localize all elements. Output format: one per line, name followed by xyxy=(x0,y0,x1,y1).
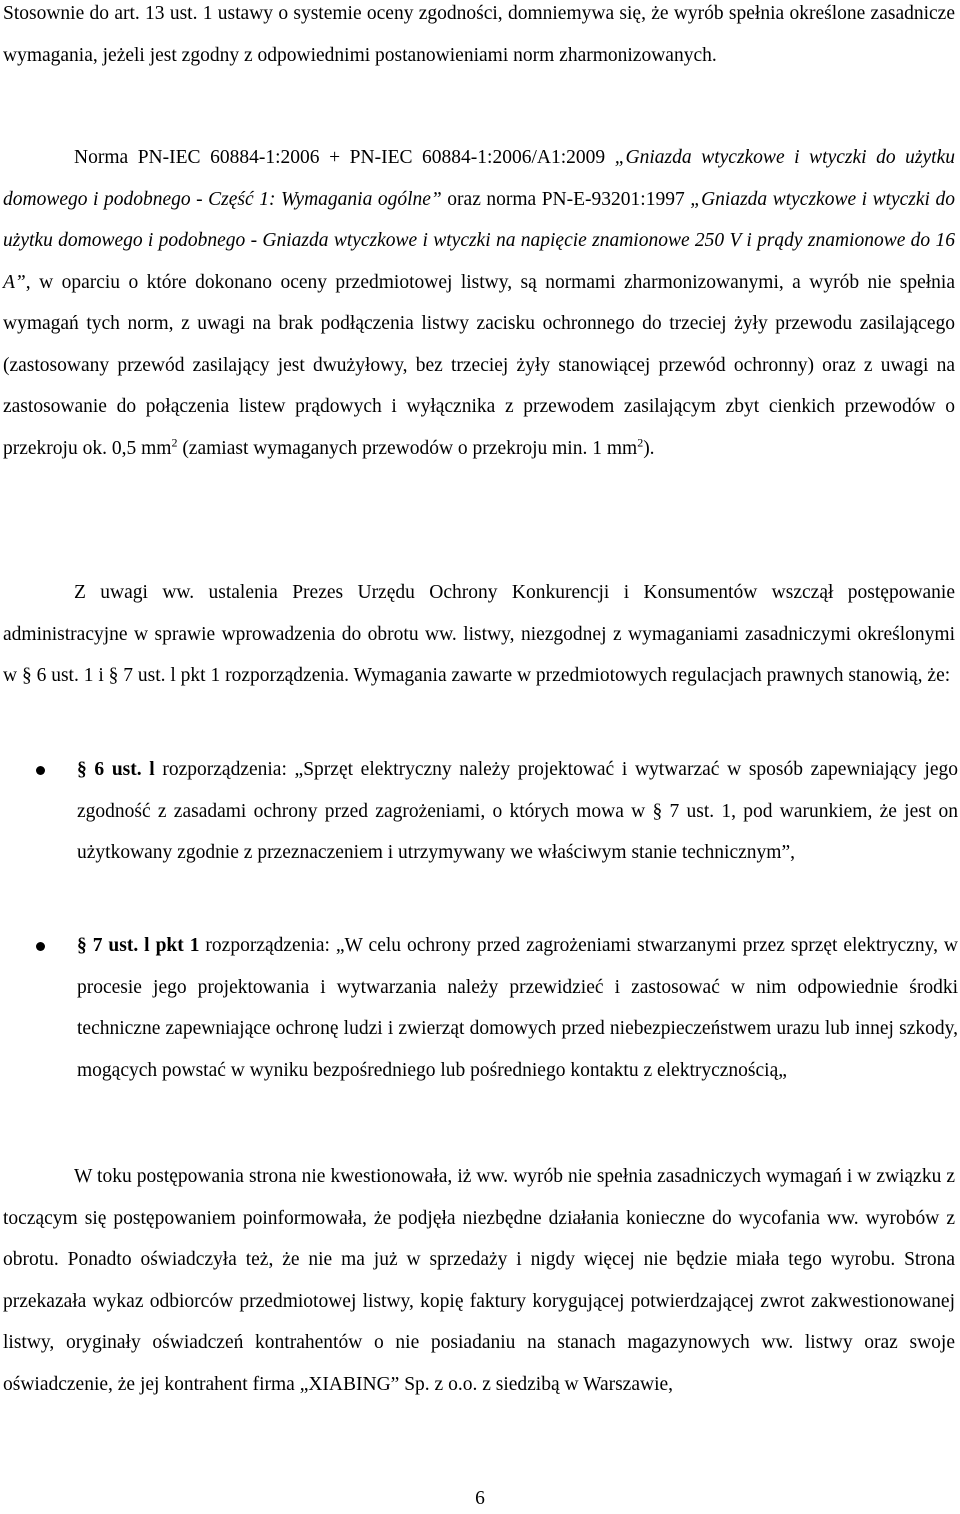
regulation-quote: rozporządzenia: „Sprzęt elektryczny należy projektować i wytwarzać w sposób zapewniający jego zgodność z zasadami ochrony przed zagrożeniami, o których mowa w § 7 ust. 1, pod warunkiem, że jest on użytkowany zgodnie z przeznaczeniem i utrzymywany we właściwym stanie technicznym”, xyxy=(77,759,958,863)
bullet-icon xyxy=(36,766,45,775)
standards-text-1: Norma PN-IEC 60884-1:2006 + PN-IEC 60884-1:2006/A1:2009 xyxy=(74,147,615,168)
regulation-quote: rozporządzenia: „W celu ochrony przed zagrożeniami stwarzanymi przez sprzęt elektryczny, w procesie jego projektowania i wytwarzania należy przewidzieć i zastosować w nim odpowiednie środki techniczne zapewniające ochronę ludzi i zwierząt domowych przed niebezpieczeństwem urazu lub innej szkody, mogących powstać w wyniku bezpośredniego lub pośredniego kontaktu z elektrycznością„ xyxy=(77,935,958,1081)
regulation-reference: § 6 ust. l xyxy=(77,759,155,780)
list-item-text xyxy=(77,925,958,1091)
paragraph-proceedings-initiated: Z uwagi ww. ustalenia Prezes Urzędu Ochrony Konkurencji i Konsumentów wszczął postępowanie administracyjne w sprawie wprowadzenia do obrotu ww. listwy, niezgodnej z wymaganiami zasadniczymi określonymi w § 6 ust. 1 i § 7 ust. l pkt 1 rozporządzenia. Wymagania zawarte w przedmiotowych regulacjach prawnych stanowią, że: xyxy=(3,582,955,686)
superscript-squared: 2 xyxy=(171,435,178,449)
page-number: 6 xyxy=(475,1488,485,1509)
standards-text-3: , w oparciu o które dokonano oceny przedmiotowej listwy, są normami zharmonizowanymi, a wyrób nie spełnia wymagań tych norm, z uwagi na brak podłączenia listwy zacisku ochronnego do trzeciej żyły przewodu zasilającego (zastosowany przewód zasilający jest dwużyłowy, bez trzeciej żyły stanowiącej przewód ochronny) oraz z uwagi na zastosowanie do połączenia listew prądowych i wyłącznika z przewodem zasilającym zbyt cienkich przewodów o przekroju ok. 0,5 mm xyxy=(3,271,955,459)
paragraph-standards xyxy=(3,137,955,469)
paragraph-conformity-presumption: Stosownie do art. 13 ust. 1 ustawy o systemie oceny zgodności, domniemywa się, że wyrób spełnia określone zasadnicze wymagania, jeżeli jest zgodny z odpowiednimi postanowieniami norm zharmonizowanych. xyxy=(3,3,955,66)
standards-text-5: ). xyxy=(643,437,655,459)
standard-title-2: „Gniazda wtyczkowe i wtyczki do użytku domowego i podobnego - Gniazda wtyczkowe i wtyczki na napięcie znamionowe 250 V i prądy znamionowe do 16 A” xyxy=(3,188,955,293)
standard-title-1: „Gniazda wtyczkowe i wtyczki do użytku domowego i podobnego - Część 1: Wymagania ogólne” xyxy=(3,147,955,210)
superscript-squared: 2 xyxy=(637,435,644,449)
regulation-reference: § 7 ust. l pkt 1 xyxy=(77,935,200,956)
standards-text-2: oraz norma PN-E-93201:1997 xyxy=(441,188,691,210)
standards-text-4: (zamiast wymaganych przewodów o przekroju min. 1 mm xyxy=(177,437,638,459)
list-item-text xyxy=(77,749,958,874)
paragraph-proceedings-course: W toku postępowania strona nie kwestionowała, iż ww. wyrób nie spełnia zasadniczych wymagań i w związku z toczącym się postępowaniem poinformowała, że podjęła niezbędne działania konieczne do wycofania ww. wyrobów z obrotu. Ponadto oświadczyła też, że nie ma już w sprzedaży i nigdy więcej nie będzie miała tego wyrobu. Strona przekazała wykaz odbiorców przedmiotowej listwy, kopię faktury korygującej potwierdzającej zwrot zakwestionowanej listwy, oryginały oświadczeń kontrahentów o nie posiadaniu na stanach magazynowych ww. listwy oraz swoje oświadczenie, że jej kontrahent firma „XIABING” Sp. z o.o. z siedzibą w Warszawie, xyxy=(3,1166,955,1395)
bullet-icon xyxy=(36,942,45,951)
